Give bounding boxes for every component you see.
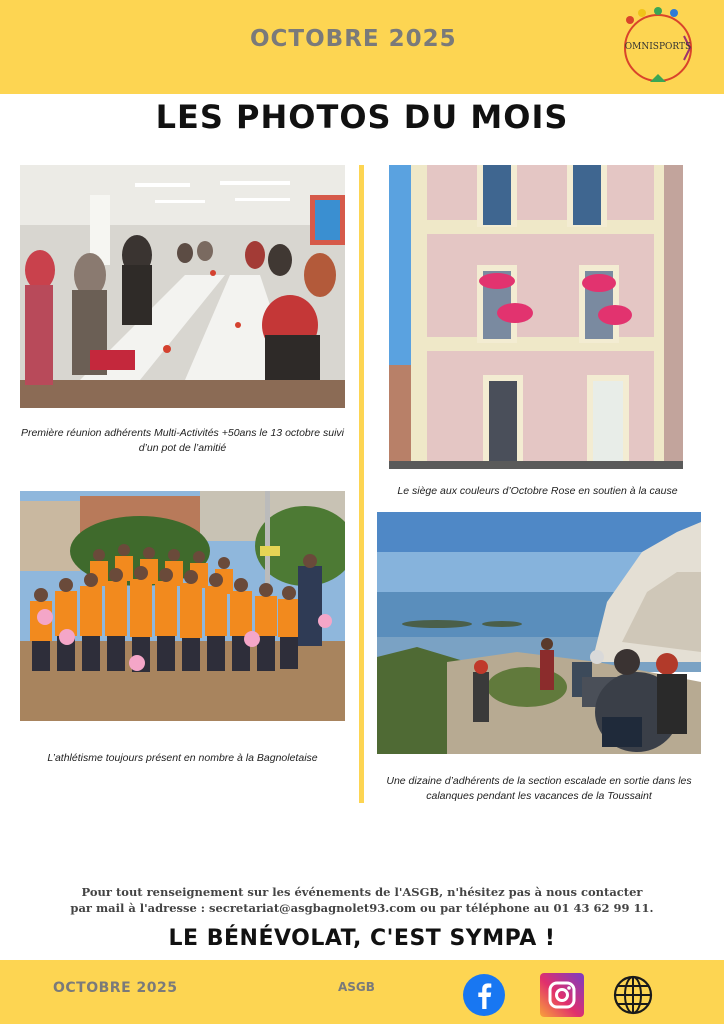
page-title: LES PHOTOS DU MOIS	[155, 98, 569, 136]
header-banner	[0, 0, 724, 94]
athletics-group-photo	[20, 491, 345, 721]
header-title: OCTOBRE 2025	[250, 26, 457, 52]
photo-caption: Une dizaine d’adhérents de la section escalade en sortie dans les calanques pendant les vacances de la Toussaint	[386, 775, 692, 802]
photo-caption: Le siège aux couleurs d’Octobre Rose en soutien à la cause	[397, 485, 678, 497]
logo-text: OMNISPORTS	[624, 42, 692, 52]
calanques-climbing-photo	[377, 512, 701, 754]
photo-caption: L’athlétisme toujours présent en nombre à la Bagnoletaise	[47, 752, 318, 764]
contact-info	[40, 884, 684, 916]
footer-month: OCTOBRE 2025	[53, 980, 178, 996]
facebook-icon[interactable]	[462, 973, 506, 1017]
footer-banner	[0, 960, 724, 1024]
contact-line-email-phone: par mail à l'adresse : secretariat@asgbagnolet93.com ou par téléphone au 01 43 62 99 11.	[70, 901, 654, 915]
pink-umbrellas-building-photo	[389, 165, 683, 469]
omnisports-logo	[620, 6, 696, 88]
photo-caption: Première réunion adhérents Multi-Activités +50ans le 13 octobre suivi d’un pot de l’amitié	[20, 427, 345, 454]
instagram-icon[interactable]	[538, 973, 586, 1017]
meeting-room-photo	[20, 165, 345, 408]
footer-org: ASGB	[338, 980, 375, 994]
contact-line: Pour tout renseignement sur les événements de l'ASGB, n'hésitez pas à nous contacter	[81, 885, 643, 899]
globe-icon[interactable]	[611, 973, 655, 1017]
slogan: LE BÉNÉVOLAT, C'EST SYMPA !	[168, 926, 556, 951]
column-divider	[359, 165, 364, 803]
